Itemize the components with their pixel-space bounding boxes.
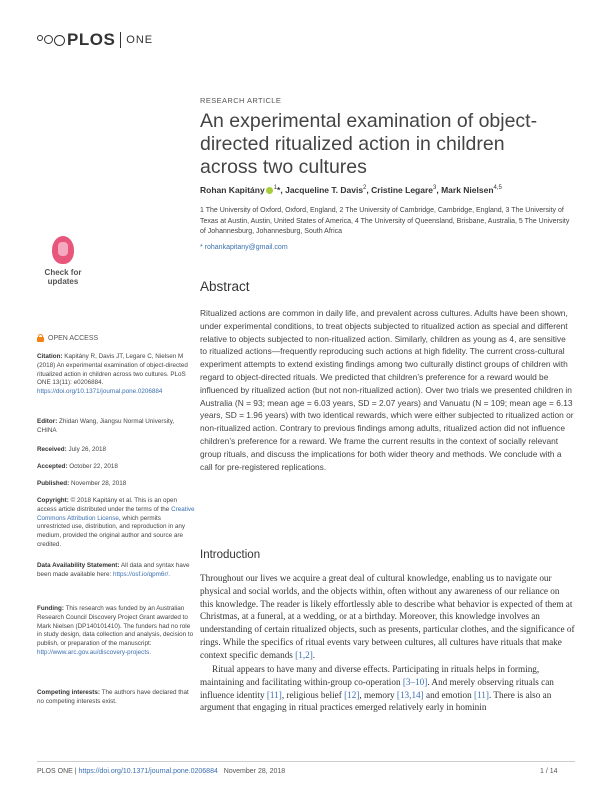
citation-ref[interactable]: [3–10]	[402, 676, 428, 687]
open-access-text: OPEN ACCESS	[48, 334, 99, 342]
received-block	[37, 446, 195, 455]
bookmark-icon	[52, 236, 74, 264]
citation-doi-link[interactable]: https://doi.org/10.1371/journal.pone.0206884	[37, 388, 163, 396]
data-link[interactable]: https://osf.io/qpm6r/.	[112, 570, 171, 578]
copyright-text-cont: , which permits unrestricted use, distribution, and reproduction in any medium, provided the original author and source are credited.	[37, 514, 186, 548]
author-name[interactable]: Jacqueline T. Davis	[285, 185, 364, 195]
author-affil: 1	[273, 185, 278, 192]
received-label: Received:	[37, 446, 67, 453]
published-block	[37, 480, 195, 489]
corresponding-mark: *	[277, 185, 281, 195]
copyright-text: © 2018 Kapitány et al. This is an open access article distributed under the terms of the	[37, 497, 177, 513]
citation-label: Citation:	[37, 353, 63, 360]
funding-block	[37, 605, 195, 658]
footer-date: November 28, 2018	[223, 768, 286, 775]
footer-separator: |	[74, 768, 77, 775]
plos-wordmark: PLOS	[67, 30, 116, 49]
check-updates-line2: updates	[47, 277, 79, 286]
intro-paragraph-2	[200, 663, 575, 714]
license-link[interactable]: Creative Commons Attribution License	[37, 505, 195, 522]
author-name[interactable]: Mark Nielsen	[441, 185, 494, 195]
logo-divider	[120, 32, 121, 48]
citation-ref[interactable]: [11]	[473, 689, 489, 700]
published-label: Published:	[37, 480, 70, 487]
editor-block	[37, 418, 195, 436]
author-name[interactable]: Cristine Legare	[371, 185, 434, 195]
check-updates-line1: Check for	[44, 268, 82, 277]
intro-p2-text: , memory	[359, 689, 395, 700]
competing-label: Competing interests:	[37, 689, 100, 696]
open-lock-icon	[37, 334, 44, 342]
open-access-label	[37, 334, 98, 342]
footer-doi-link[interactable]: https://doi.org/10.1371/journal.pone.0206884	[78, 768, 218, 775]
data-availability-label: Data Availability Statement:	[37, 562, 120, 569]
one-wordmark: ONE	[126, 34, 154, 46]
citation-ref[interactable]: [11]	[266, 689, 282, 700]
published-text: November 28, 2018	[70, 480, 127, 487]
accepted-label: Accepted:	[37, 463, 68, 470]
page-footer	[37, 768, 285, 775]
footer-journal: PLOS ONE	[37, 768, 73, 775]
data-availability-text: All data and syntax have been made available here:	[37, 562, 190, 578]
citation-ref[interactable]: [1,2]	[295, 649, 313, 660]
funding-label: Funding:	[37, 605, 64, 612]
check-for-updates-badge[interactable]	[37, 236, 89, 292]
article-title: An experimental examination of object-directed ritualized action in children across two cultures	[200, 110, 538, 178]
funding-text: This research was funded by an Australian Research Council Discovery Project Grant awarded to Mark Nielsen (DP140101410). The funders had no role in study design, data collection and analysis, decision to publish, or preparation of the manuscript:	[37, 605, 194, 648]
author-affil: 2	[363, 185, 367, 192]
editor-text: Zhidan Wang, Jiangsu Normal University, CHINA	[37, 418, 175, 434]
page-number: 1 / 14	[540, 768, 558, 775]
editor-label: Editor:	[37, 418, 58, 425]
intro-p2-text: and emotion	[426, 689, 472, 700]
introduction-heading: Introduction	[200, 549, 261, 561]
article-type: RESEARCH ARTICLE	[200, 96, 282, 105]
plos-logo-icon	[37, 35, 65, 46]
intro-p2-text: . There is also an argument that engaging in ritual practices emerged relatively early in hominin	[200, 689, 552, 713]
affiliations: 1 The University of Oxford, Oxford, England, 2 The University of Cambridge, Cambridge, England, 3 The University of Texas at Austin, Austin, United States of America, 4 The University of Queensland, Brisbane, Australia, 5 The University of Johannesburg, Johannesburg, South Africa	[200, 207, 570, 235]
copyright-block	[37, 497, 195, 550]
competing-text: The authors have declared that no competing interests exist.	[37, 689, 189, 705]
received-text: July 26, 2018	[68, 446, 106, 453]
data-availability-block	[37, 562, 195, 580]
intro-p2-text: , religious belief	[281, 689, 342, 700]
author-list: Rohan Kapitány $^1$*, Jacqueline T. Davis$^2$, Cristine Legare$^3$, Mark Nielsen$^{4,5}$	[200, 185, 502, 195]
abstract-heading: Abstract	[200, 279, 250, 294]
copyright-label: Copyright:	[37, 497, 69, 504]
abstract-text: Ritualized actions are common in daily life, and prevalent across cultures. Adults have been shown, under experimental conditions, to treat objects subjected to ritualized action as special and different relative to objects subjected to non-ritualized action. Similarly, children as young as 4, are sensitive to ritualized actions—frequently reproducing such actions at high fidelity. The current cross-cultural experiment attempts to extend existing findings among two culturally distinct groups of children with regard to object-directed rituals. We predicted that children’s preference for a reward would be influenced by ritualized action (but not non-ritualized action). Over two trials we presented children in Australia (N = 93; mean age = 6.03 years, SD = 2.07 years) and Vanuatu (N = 109; mean age = 6.13 years, SD = 1.96 years) with two identical rewards, which were either subjected to ritualized action or non-ritualized action. Contrary to previous findings among adults, ritualized action did not influence children’s preference for a reward. We frame the current results in the context of socially relevant group rituals, and discuss the implications for both wider theory and methods. We conclude with a call for pre-registered replications.	[200, 308, 574, 472]
intro-p1-text: Throughout our lives we acquire a great deal of cultural knowledge, enabling us to navigate our physical and social worlds, and the objects within, often without any awareness of our reliance on this knowledge. The reader is likely effortlessly able to describe what behavior is expected of them at Christmas, at a funeral, at a wedding, or at a birthday. Moreover, this knowledge involves an understanding of certain ritualized objects, such as presents, particular clothes, and the significance of rings. While the specifics of ritual events vary between cultures, all cultures have rituals that make context specific demands	[200, 573, 575, 660]
accepted-text: October 22, 2018	[69, 463, 118, 470]
competing-interests-block	[37, 689, 195, 707]
author-name[interactable]: Rohan Kapitány	[200, 185, 265, 195]
author-affil: 3	[433, 185, 437, 192]
citation-text: Kapitány R, Davis JT, Legare C, Nielsen M (2018) An experimental examination of object-directed ritualized action in children across two cultures. PLoS ONE 13(11): e0206884.	[37, 353, 188, 387]
intro-paragraph-1: Throughout our lives we acquire a great deal of cultural knowledge, enabling us to navigate our physical and social worlds, and the objects within, often without any awareness of our reliance on this knowledge. The reader is likely effortlessly able to describe what behavior is expected of them at Christmas, at a funeral, at a wedding, or at a birthday. Moreover, this knowledge involves an understanding of certain ritualized objects, such as presents, particular clothes, and the significance of rings. While the specifics of ritual events vary between cultures, all cultures have rituals that make context specific demands [1,2].	[200, 573, 575, 660]
citation-block	[37, 353, 195, 397]
accepted-block	[37, 463, 195, 472]
author-affil: 4,5	[493, 185, 502, 192]
funding-link[interactable]: http://www.arc.gov.au/discovery-projects.	[37, 648, 151, 656]
intro-p2-text: . And merely observing rituals can influence identity	[200, 676, 554, 700]
citation-ref[interactable]: [12]	[344, 689, 360, 700]
intro-p2-text: Ritual appears to have many and diverse effects. Participating in rituals helps in forming, maintaining and facilitating within-group co-operation	[200, 664, 540, 687]
plos-one-logo	[37, 29, 153, 51]
footer-divider	[37, 761, 575, 762]
corresponding-email[interactable]: * rohankapitany@gmail.com	[200, 244, 288, 251]
orcid-icon[interactable]	[266, 187, 273, 194]
citation-ref[interactable]: [13,14]	[396, 689, 424, 700]
